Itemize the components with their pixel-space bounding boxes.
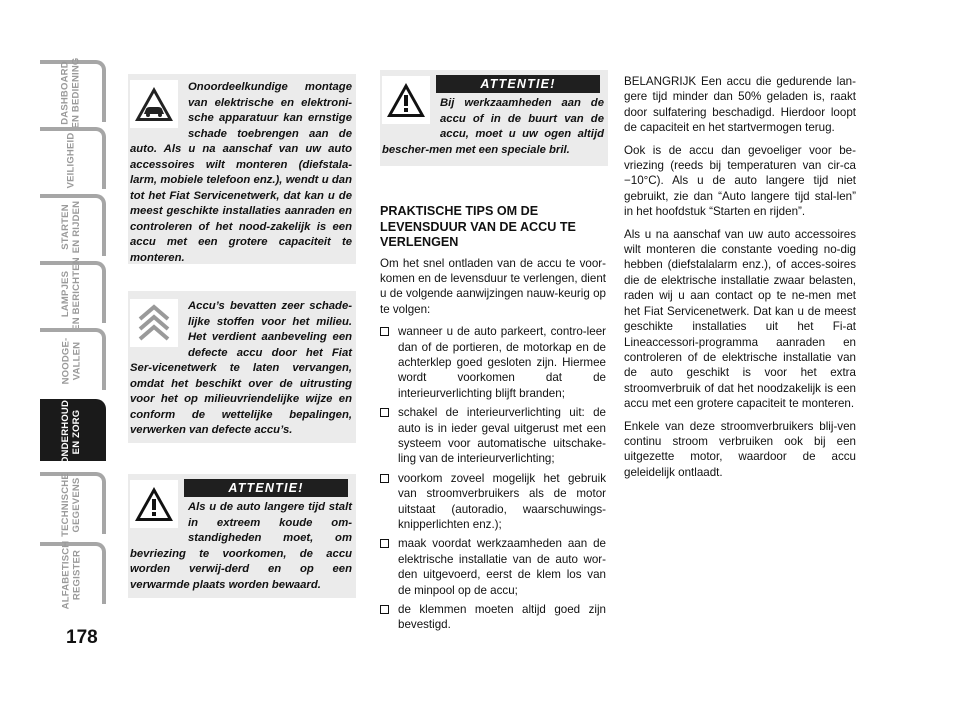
tab-starten[interactable] <box>40 194 106 256</box>
tab-label: NOODGE- VALLEN <box>59 337 82 385</box>
tab-alfabetisch-register[interactable] <box>40 540 106 610</box>
accessories-note-text: Onoordeelkundige montage van elektrische en elektroni-sche apparatuur kan ernstige schade toebrengen aan de auto. Als u na aanschaf van uw auto accessoires wilt monteren (diefstala-larm, mobiele telefoon enz.), wendt u dan tot het Fiat Servicenetwerk, dat kan u de meest geschikte installaties aanraden en controleren of het nood-zakelijk is een accu met een grotere capaciteit te monteren. <box>130 81 352 264</box>
tab-noodgevallen[interactable] <box>40 328 106 390</box>
cold-storage-warning-text: Als u de auto langere tijd stalt in extreem koude om-standigheden moet, om bevriezing te voorkomen, de accu worden verwij-derd en op een verwarmde plaats worden bewaard. <box>130 501 352 591</box>
checkbox-bullet-icon <box>380 539 389 548</box>
tab-label: TECHNISCHE GEGEVENS <box>60 473 83 537</box>
list-item: maak voordat werkzaamheden aan de elektrische installatie van de auto wor-den uitgevoerd, eerst de klem los van de minpool op de accu; <box>380 536 606 598</box>
environment-note-box <box>128 291 356 443</box>
checkbox-bullet-icon <box>380 474 389 483</box>
page-number: 178 <box>66 627 98 648</box>
battery-tips-section <box>380 204 606 637</box>
tab-lampjes[interactable] <box>40 257 106 331</box>
tab-technische-gegevens[interactable] <box>40 472 106 537</box>
tab-dashboard[interactable] <box>40 57 106 129</box>
attentie-banner: ATTENTIE! <box>184 479 348 497</box>
goggles-warning-box <box>380 70 608 166</box>
list-item: de klemmen moeten altijd goed zijn bevestigd. <box>380 602 606 633</box>
tips-list <box>380 324 606 633</box>
paragraph: BELANGRIJK Een accu die gedurende lan-gere tijd minder dan 50% geladen is, raakt door sulfatering beschadigd. Hierdoor loopt de capaciteit en het startvermogen terug. <box>624 75 856 135</box>
checkbox-bullet-icon <box>380 327 389 336</box>
paragraph: Ook is de accu dan gevoeliger voor be-vriezing (reeds bij temperaturen van cir-ca −10°C). Als u de auto langere tijd niet gebruikt, zie dan “Auto langere tijd stal-len” in het hoofdstuk “Starten en rijden”. <box>624 143 856 219</box>
paragraph: Enkele van deze stroomverbruikers blij-ven continu stroom verbruiken ook bij een uitgezette motor, waardoor de accu geleidelijk ontlaadt. <box>624 419 856 479</box>
tab-label: ONDERHOUD EN ZORG <box>60 399 82 465</box>
checkbox-bullet-icon <box>380 605 389 614</box>
tab-label: DASHBOARD EN BEDIENING <box>60 57 82 129</box>
warning-triangle-icon <box>130 480 178 528</box>
tab-onderhoud[interactable] <box>40 399 106 465</box>
recycle-chevron-icon <box>130 299 178 347</box>
accessories-note-box <box>128 74 356 264</box>
car-battery-warning-icon <box>130 80 178 128</box>
paragraph: Als u na aanschaf van uw auto accessoires wilt monteren die constante voeding no-dig hebben (diefstalalarm enz.), of acces-soires die de elektrische installatie zwaar belasten, raden wij u aan contact op te ne-men met het Fiat Servicenetwerk. Dat kan u de meest geschikte installaties uit het Fi-at Lineaccessori-programma aanraden en controleren of de elektrische installatie van de auto geschikt is voor het extra stroomverbruik of dat het noodzakelijk is een accu met een grotere capaciteit te monteren. <box>624 227 856 411</box>
tips-intro: Om het snel ontladen van de accu te voor-komen en de levensduur te verlengen, dient u de volgende aanwijzingen nauw-keurig op te volgen: <box>380 256 606 316</box>
tab-label: VEILIGHEID <box>65 132 77 188</box>
cold-storage-warning-box <box>128 474 356 598</box>
environment-note-text: Accu’s bevatten zeer schade-lijke stoffen voor het milieu. Het verdient aanbeveling een defecte accu door het Fiat Ser-vicenetwerk te laten vervangen, omdat het beschikt over de uitrusting voor het op milieuvriendelijke wijze en conform de wettelijke bepalingen, verwerken van defecte accu’s. <box>130 300 352 436</box>
goggles-warning-text: Bij werkzaamheden aan de accu of in de buurt van de accu, moet u uw ogen altijd bescher-men met een speciale bril. <box>382 97 604 156</box>
list-item: schakel de interieurverlichting uit: de auto is in ieder geval uitgerust met een systeem voor automatische uitschake-ling van de interieurverlichting; <box>380 405 606 467</box>
list-item: voorkom zoveel mogelijk het gebruik van stroomverbruikers als de motor uitstaat (autoradio, waarschuwings-knipperlichten enz.); <box>380 471 606 533</box>
warning-triangle-icon <box>382 76 430 124</box>
right-column-text <box>624 74 856 487</box>
section-heading: PRAKTISCHE TIPS OM DE LEVENSDUUR VAN DE ACCU TE VERLENGEN <box>380 204 576 249</box>
checkbox-bullet-icon <box>380 408 389 417</box>
attentie-banner: ATTENTIE! <box>436 75 600 93</box>
tab-label: LAMPJES EN BERICHTEN <box>60 257 82 331</box>
tab-label: ALFABETISCH REGISTER <box>60 540 83 610</box>
tab-label: STARTEN EN RIJDEN <box>59 200 82 254</box>
list-item: wanneer u de auto parkeert, contro-leer dan of de portieren, de motorkap en de achterklep goed gesloten zijn. Hiermee wordt voorkomen dat de interieurverlichting blijft branden; <box>380 324 606 401</box>
tab-veiligheid[interactable] <box>40 127 106 189</box>
